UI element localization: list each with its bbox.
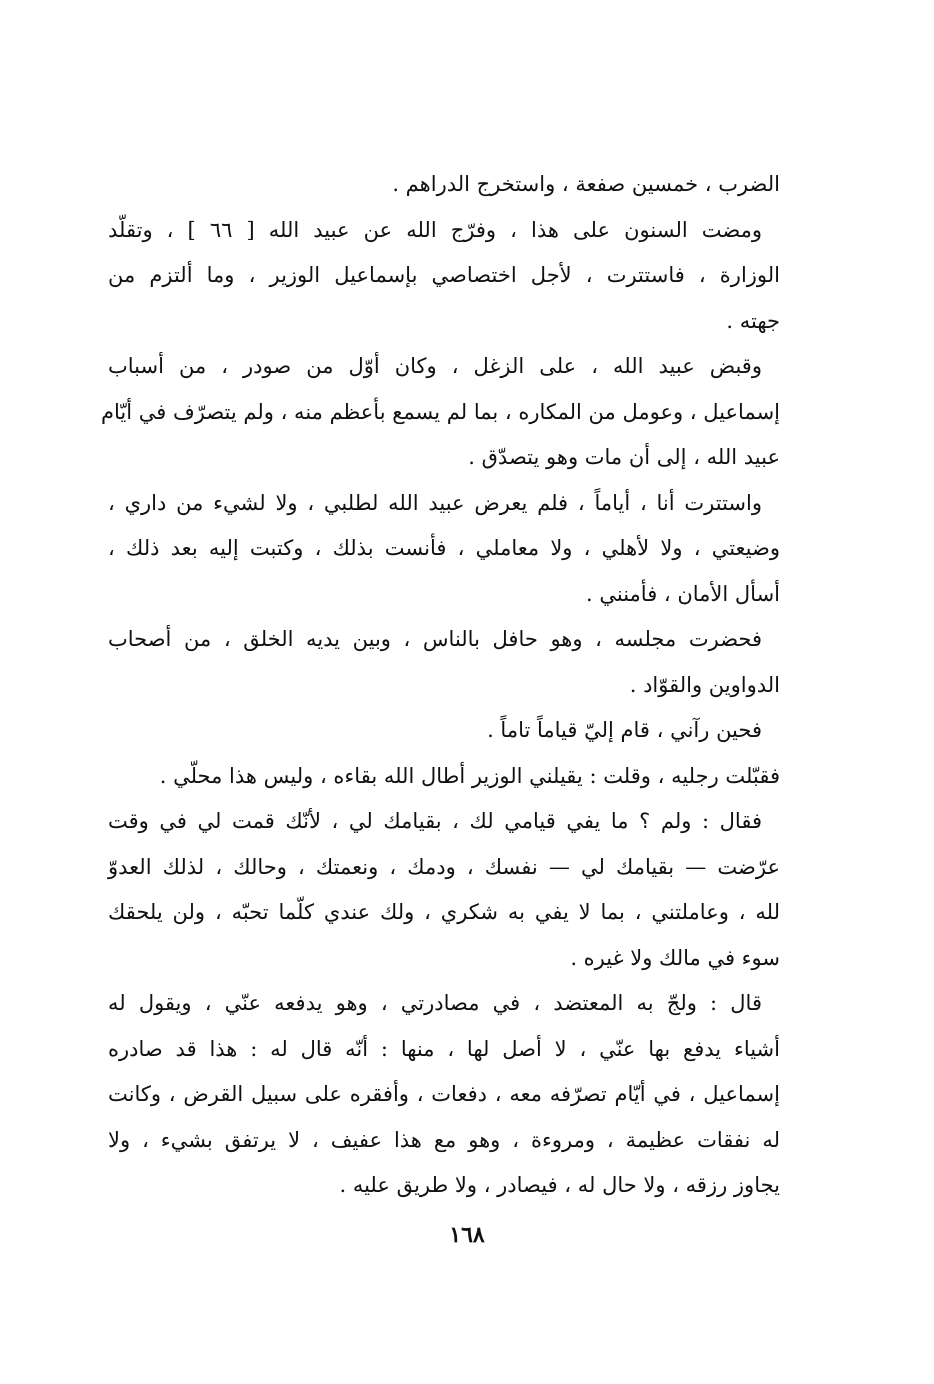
text-line: وضيعتي ، ولا لأهلي ، ولا معاملي ، فأنست بذلك ، وكتبت إليه بعد ذلك ، [108,536,780,560]
text-line: ومضت السنون على هذا ، وفرّج الله عن عبيد الله [ ٦٦ ] ، وتقلّد [108,217,762,242]
text-line: وقبض عبيد الله ، على الزغل ، وكان أوّل من صودر ، من أسباب [108,354,762,378]
text-line: له نفقات عظيمة ، ومروءة ، وهو مع هذا عفيف ، لا يرتفق بشيء ، ولا [108,1127,780,1152]
text-line: الدواوين والقوّاد . [629,672,780,697]
text-line: إسماعيل ، في أيّام تصرّفه معه ، دفعات ، وأفقره على سبيل القرض ، وكانت [108,1082,780,1106]
text-line: أشياء يدفع بها عنّي ، لا أصل لها ، منها : أنّه قال له : هذا قد صادره [108,1036,780,1061]
text-line: عرّضت — بقيامك لي — نفسك ، ودمك ، ونعمتك ، وحالك ، لذلك العدوّ [108,854,780,879]
text-line: سوء في مالك ولا غيره . [570,945,780,970]
text-line: فحين رآني ، قام إليّ قياماً تاماً . [487,718,762,742]
paragraph [108,754,780,800]
text-line: إسماعيل ، وعومل من المكاره ، بما لم يسمع بأعظم منه ، ولم يتصرّف في أيّام [101,399,780,424]
text-line: فقال : ولم ؟ ما يفي قيامي لك ، بقيامك لي ، لأنّك قمت لي في وقت [108,809,762,833]
text-line: فحضرت مجلسه ، وهو حافل بالناس ، وبين يديه الخلق ، من أصحاب [108,627,762,651]
text-line: يجاوز رزقه ، ولا حال له ، فيصادر ، ولا طريق عليه . [339,1173,780,1197]
paragraph [108,981,780,1209]
text-line: لله ، وعاملتني ، بما لا يفي به شكري ، ولك عندي كلّما تحبّه ، ولن يلحقك [108,900,780,924]
paragraph [108,481,780,618]
paragraph [108,208,780,345]
text-line: قال : ولجّ به المعتضد ، في مصادرتي ، وهو يدفعه عنّي ، ويقول له [108,991,762,1015]
paragraph [108,162,780,208]
body-text [101,162,781,1209]
paragraph [101,344,780,481]
text-line: واستترت أنا ، أياماً ، فلم يعرض عبيد الله لطلبي ، ولا لشيء من داري ، [108,490,762,515]
page-number: ١٦٨ [449,1222,485,1248]
text-line: جهته . [726,308,780,333]
text-line: الوزارة ، فاستترت ، لأجل اختصاصي بإسماعيل الوزير ، وما ألتزم من [108,263,781,287]
text-line: الضرب ، خمسين صفعة ، واستخرج الدراهم . [392,172,780,196]
text-line: فقبّلت رجليه ، وقلت : يقيلني الوزير أطال الله بقاءه ، وليس هذا محلّي . [159,763,780,788]
paragraph [108,799,780,981]
text-line: عبيد الله ، إلى أن مات وهو يتصدّق . [468,445,780,469]
paragraph [108,617,780,708]
paragraph [108,708,780,754]
text-line: أسأل الأمان ، فأمنني . [586,581,780,606]
